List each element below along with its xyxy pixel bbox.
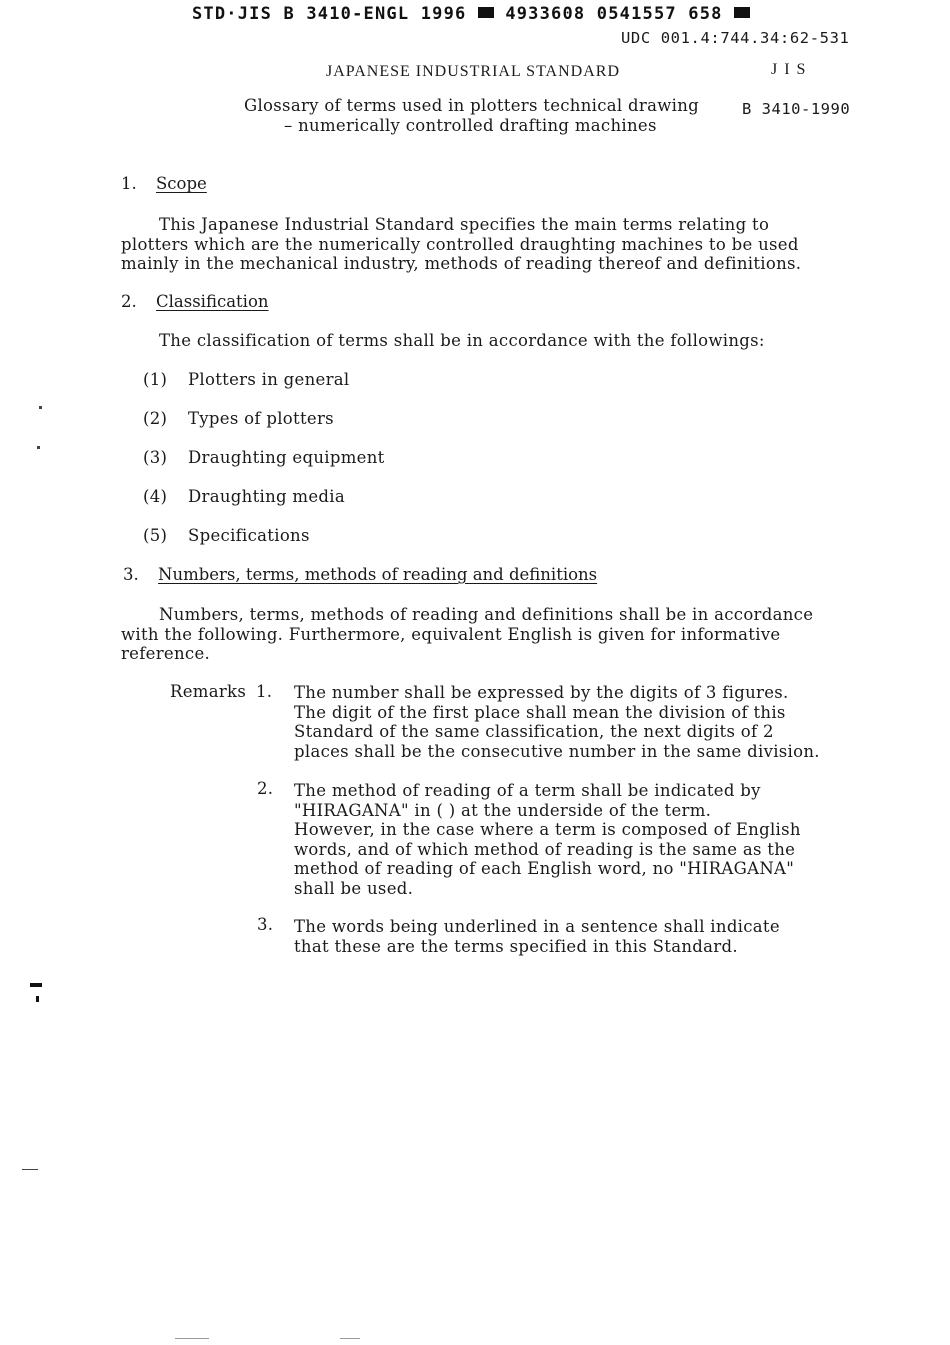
classification-item xyxy=(143,448,385,467)
scan-speck xyxy=(340,1338,360,1339)
item-number: (4) xyxy=(143,487,168,506)
scan-speck xyxy=(36,996,39,1002)
section-number: 3. xyxy=(123,565,139,584)
document-code-mid: 4933608 0541557 658 xyxy=(505,4,723,24)
document-code xyxy=(192,4,750,24)
jis-mark: JIS xyxy=(771,61,813,78)
remark-number: 3. xyxy=(257,915,274,934)
remark-line: places shall be the consecutive number in the same division. xyxy=(294,741,820,761)
scan-speck xyxy=(37,446,40,449)
remark-line: Standard of the same classification, the next digits of 2 xyxy=(294,722,774,741)
item-label: Types of plotters xyxy=(188,409,334,428)
standard-title: JAPANESE INDUSTRIAL STANDARD xyxy=(326,63,620,80)
remark-line: method of reading of each English word, no "HIRAGANA" xyxy=(294,859,795,878)
scan-speck xyxy=(30,983,42,987)
section-title: Classification xyxy=(156,292,269,311)
paragraph-line: Numbers, terms, methods of reading and definitions shall be in accordance xyxy=(159,605,814,624)
section-classification-heading xyxy=(121,292,269,311)
item-number: (2) xyxy=(143,409,168,428)
udc-number: UDC 001.4:744.34:62-531 xyxy=(621,29,850,47)
scan-speck xyxy=(22,1169,38,1170)
item-label: Draughting equipment xyxy=(188,448,385,467)
remark-item xyxy=(294,781,801,898)
scope-paragraph xyxy=(121,215,801,274)
remark-line: The method of reading of a term shall be indicated by xyxy=(294,781,761,800)
item-label: Draughting media xyxy=(188,487,345,506)
classification-item xyxy=(143,370,350,389)
remark-line: The number shall be expressed by the digits of 3 figures. xyxy=(294,683,789,702)
paragraph-line: reference. xyxy=(121,644,211,663)
classification-item xyxy=(143,526,310,545)
remark-line: words, and of which method of reading is the same as the xyxy=(294,839,796,859)
remarks-label: Remarks xyxy=(170,682,247,701)
remark-line: "HIRAGANA" in ( ) at the underside of the term. xyxy=(294,800,712,820)
standard-number: B 3410-1990 xyxy=(742,100,851,118)
glossary-title-line1: Glossary of terms used in plotters technical drawing xyxy=(244,96,700,115)
remark-item xyxy=(294,917,780,956)
item-number: (1) xyxy=(143,370,168,389)
paragraph-line: mainly in the mechanical industry, methods of reading thereof and definitions. xyxy=(121,254,802,273)
remark-line: The digit of the first place shall mean the division of this xyxy=(294,702,786,722)
classification-item xyxy=(143,487,345,506)
remark-line: However, in the case where a term is composed of English xyxy=(294,820,801,839)
section-scope-heading xyxy=(121,174,207,193)
remark-number: 2. xyxy=(257,779,274,798)
item-number: (5) xyxy=(143,526,168,545)
remark-line: that these are the terms specified in this Standard. xyxy=(294,936,738,956)
barcode-block-icon xyxy=(734,7,750,18)
item-label: Specifications xyxy=(188,526,310,545)
section-title: Scope xyxy=(156,174,207,193)
barcode-block-icon xyxy=(478,7,494,18)
remark-line: The words being underlined in a sentence shall indicate xyxy=(294,917,780,936)
section-number: 2. xyxy=(121,292,137,311)
numbers-paragraph xyxy=(121,605,813,664)
document-code-prefix: STD·JIS B 3410-ENGL 1996 xyxy=(192,4,467,24)
section-title: Numbers, terms, methods of reading and definitions xyxy=(158,565,598,584)
remark-number: 1. xyxy=(256,682,273,701)
glossary-title-line2: – numerically controlled drafting machines xyxy=(284,116,657,135)
classification-intro: The classification of terms shall be in accordance with the followings: xyxy=(159,331,765,350)
remark-line: shall be used. xyxy=(294,878,414,898)
paragraph-line: with the following. Furthermore, equivalent English is given for informative xyxy=(121,624,781,644)
section-number: 1. xyxy=(121,174,137,193)
scan-speck xyxy=(175,1338,209,1339)
scan-speck xyxy=(39,406,42,409)
section-numbers-heading xyxy=(123,565,597,584)
classification-item xyxy=(143,409,334,428)
item-label: Plotters in general xyxy=(188,370,350,389)
paragraph-line: plotters which are the numerically controlled draughting machines to be used xyxy=(121,234,799,254)
remark-item xyxy=(294,683,820,761)
paragraph-line: This Japanese Industrial Standard specifies the main terms relating to xyxy=(159,215,770,234)
item-number: (3) xyxy=(143,448,168,467)
